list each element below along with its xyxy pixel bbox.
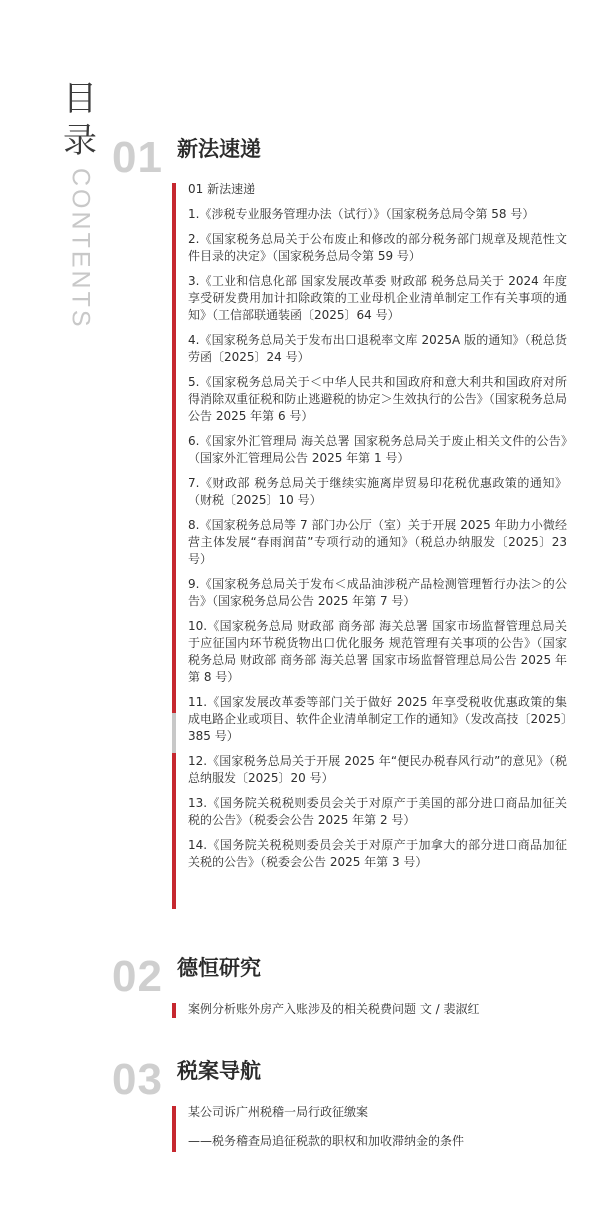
divider-bar bbox=[172, 713, 176, 753]
list-item[interactable]: 10.《国家税务总局 财政部 商务部 海关总署 国家市场监督管理总局关于应征国内环节税货物出口优化服务 规范管理有关事项的公告》（国家税务总局 财政部 商务部 海关总署 国家市场监督管理总局公告 2025 年第 8 号） bbox=[188, 619, 567, 684]
list-item[interactable]: 4.《国家税务总局关于发布出口退税率文库 2025A 版的通知》（税总货劳函〔2025〕24 号） bbox=[188, 333, 567, 364]
list-item[interactable]: 12.《国家税务总局关于开展 2025 年“便民办税春风行动”的意见》（税总纳服发〔2025〕20 号） bbox=[188, 754, 567, 785]
section-number: 01 bbox=[112, 133, 163, 182]
list-item[interactable]: 11.《国家发展改革委等部门关于做好 2025 年享受税收优惠政策的集成电路企业或项目、软件企业清单制定工作的通知》（发改高技〔2025〕385 号） bbox=[188, 695, 567, 743]
contents-side-title bbox=[60, 78, 100, 330]
list-item[interactable]: 6.《国家外汇管理局 海关总署 国家税务总局关于废止相关文件的公告》（国家外汇管理局公告 2025 年第 1 号） bbox=[188, 434, 567, 465]
section-number: 02 bbox=[112, 952, 163, 1001]
accent-bar bbox=[172, 183, 176, 713]
list-item[interactable]: 14.《国务院关税税则委员会关于对原产于加拿大的部分进口商品加征关税的公告》（税委会公告 2025 年第 3 号） bbox=[188, 838, 567, 869]
section-02-list bbox=[172, 1001, 567, 1021]
side-title-english: CONTENTS bbox=[66, 168, 95, 330]
list-item[interactable]: 1.《涉税专业服务管理办法（试行）》（国家税务总局令第 58 号） bbox=[188, 207, 535, 221]
list-item[interactable]: 7.《财政部 税务总局关于继续实施离岸贸易印花税优惠政策的通知》（财税〔2025〕10 号） bbox=[188, 476, 567, 507]
list-item[interactable]: 9.《国家税务总局关于发布＜成品油涉税产品检测管理暂行办法＞的公告》（国家税务总局公告 2025 年第 7 号） bbox=[188, 577, 567, 608]
accent-bar bbox=[172, 1003, 176, 1018]
accent-bar bbox=[172, 1106, 176, 1152]
section-01-list bbox=[172, 181, 567, 911]
section-number: 03 bbox=[112, 1055, 163, 1104]
list-item[interactable]: ——税务稽查局追征税款的职权和加收滞纳金的条件 bbox=[188, 1134, 465, 1148]
section-01-header bbox=[112, 133, 261, 182]
list-item[interactable]: 5.《国家税务总局关于＜中华人民共和国政府和意大利共和国政府对所得消除双重征税和防止逃避税的协定＞生效执行的公告》（国家税务总局公告 2025 年第 6 号） bbox=[188, 375, 567, 423]
section-03-header bbox=[112, 1055, 261, 1104]
side-title-char-2: 录 bbox=[63, 121, 97, 161]
section-03-list bbox=[172, 1104, 567, 1154]
section-title[interactable]: 德恒研究 bbox=[176, 956, 261, 980]
accent-bar bbox=[172, 753, 176, 909]
list-item[interactable]: 3.《工业和信息化部 国家发展改革委 财政部 税务总局关于 2024 年度享受研发费用加计扣除政策的工业母机企业清单制定工作有关事项的通知》（工信部联通装函〔2025〕64 号） bbox=[188, 274, 567, 322]
section-title[interactable]: 新法速递 bbox=[176, 137, 261, 161]
section-02-header bbox=[112, 952, 261, 1001]
list-item[interactable]: 01 新法速递 bbox=[188, 182, 256, 196]
section-title[interactable]: 税案导航 bbox=[176, 1059, 261, 1083]
list-item[interactable]: 某公司诉广州税稽一局行政征缴案 bbox=[188, 1105, 369, 1119]
list-item[interactable]: 8.《国家税务总局等 7 部门办公厅（室）关于开展 2025 年助力小微经营主体发展“春雨润苗”专项行动的通知》（税总办纳服发〔2025〕23 号） bbox=[188, 518, 567, 566]
side-title-char-1: 目 bbox=[63, 79, 97, 119]
list-item[interactable]: 13.《国务院关税税则委员会关于对原产于美国的部分进口商品加征关税的公告》（税委会公告 2025 年第 2 号） bbox=[188, 796, 567, 827]
list-item[interactable]: 2.《国家税务总局关于公布废止和修改的部分税务部门规章及规范性文件目录的决定》（国家税务总局令第 59 号） bbox=[188, 232, 567, 263]
list-item[interactable]: 案例分析账外房产入账涉及的相关税费问题 文 / 裴淑红 bbox=[188, 1002, 480, 1016]
